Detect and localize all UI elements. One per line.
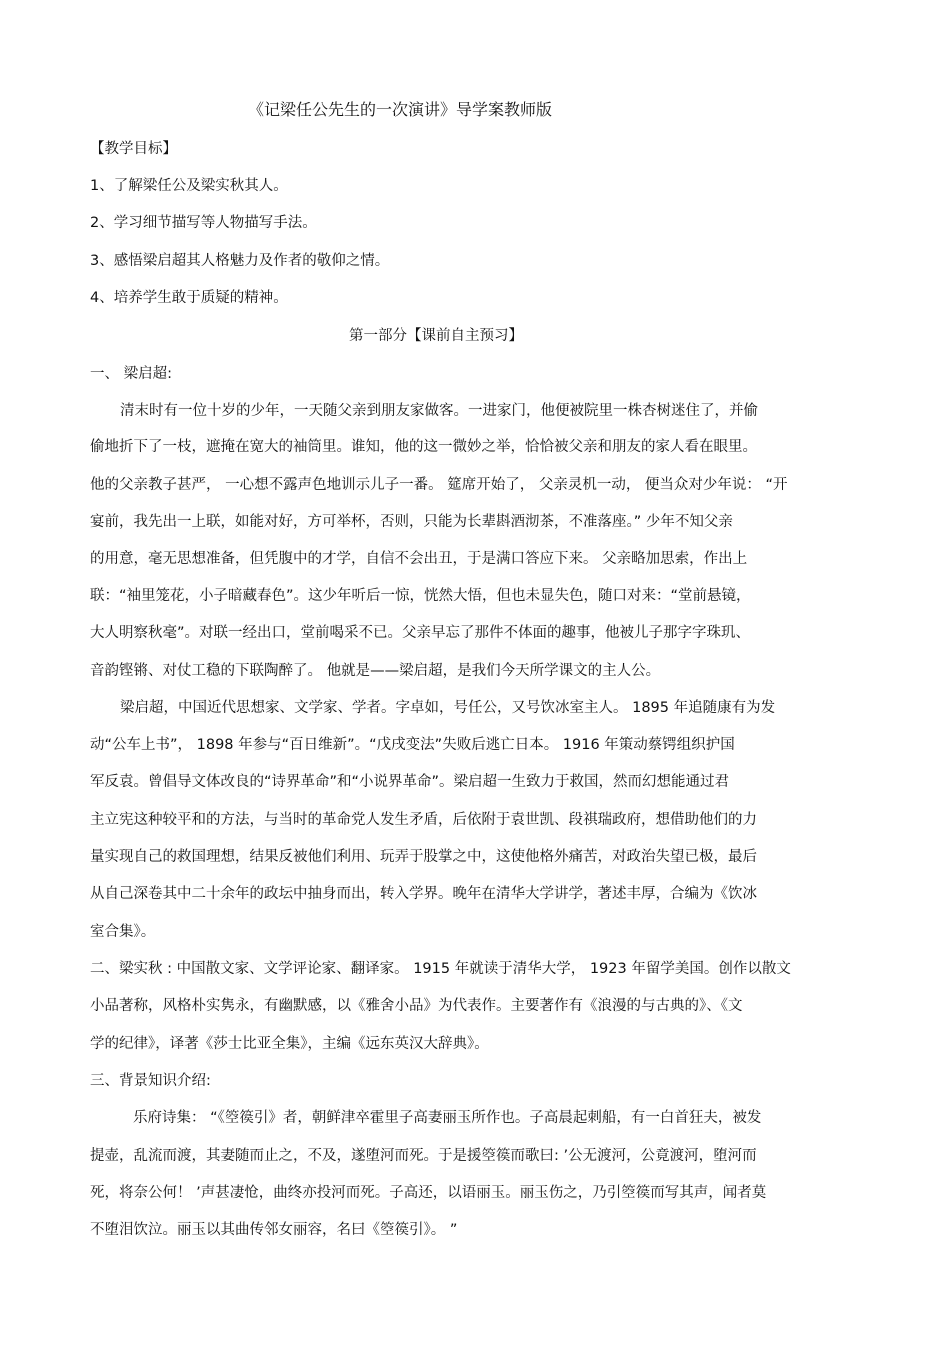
bio-line: 从自己深卷其中二十余年的政坛中抽身而出，转入学界。晚年在清华大学讲学，著述丰厚，合编为《饮冰 [90,886,757,902]
story-line: 偷地折下了一枝，遮掩在宽大的袖筒里。谁知，他的这一微妙之举，恰恰被父亲和朋友的家人看在眼里。 [90,439,757,455]
section1-heading: 一、 梁启超: [90,366,172,382]
goal-item: 3、感悟梁启超其人格魅力及作者的敬仰之情。 [90,253,390,269]
goal-item: 2、学习细节描写等人物描写手法。 [90,215,317,231]
goal-item: 4、培养学生敢于质疑的精神。 [90,290,288,306]
document-title: 《记梁任公先生的一次演讲》导学案教师版 [248,100,553,119]
bio-line: 量实现自己的救国理想，结果反被他们利用、玩弄于股掌之中，这使他格外痛苦，对政治失望已极，最后 [90,849,757,865]
story-line: 音韵铿锵、对仗工稳的下联陶醉了。 他就是——梁启超，是我们今天所学课文的主人公。 [90,663,661,679]
part-heading: 第一部分【课前自主预习】 [349,328,523,344]
bio-line: 军反袁。曾倡导文体改良的“诗界革命”和“小说界革命”。梁启超一生致力于救国，然而幻想能通过君 [90,774,730,790]
section3-line: 乐府诗集： “《箜篌引》者，朝鲜津卒霍里子高妻丽玉所作也。子高晨起刺船，有一白首狂夫，被发 [133,1110,762,1126]
bio-line: 动“公车上书”， 1898 年参与“百日维新”。“戊戌变法”失败后逃亡日本。 1916 年策动蔡锷组织护国 [90,737,735,753]
story-line: 清末时有一位十岁的少年，一天随父亲到朋友家做客。一进家门，他便被院里一株杏树迷住了，并偷 [120,403,758,419]
section3-line: 提壶，乱流而渡，其妻随而止之，不及，遂堕河而死。于是援箜篌而歌曰: ’公无渡河，公竟渡河，堕河而 [90,1148,757,1164]
story-line: 宴前，我先出一上联，如能对好，方可举杯，否则，只能为长辈斟酒沏茶，不准落座。” 少年不知父亲 [90,514,733,530]
bio-line: 室合集》。 [90,924,156,940]
section3-heading: 三、背景知识介绍: [90,1073,211,1089]
section3-line: 不堕泪饮泣。丽玉以其曲传邻女丽容，名曰《箜篌引》。 ” [90,1222,458,1238]
section2-line: 小品著称，风格朴实隽永，有幽默感，以《雅舍小品》为代表作。主要著作有《浪漫的与古典的》、《文 [90,998,743,1014]
section2-line: 二、梁实秋 : 中国散文家、文学评论家、翻译家。 1915 年就读于清华大学， 1923 年留学美国。创作以散文 [90,961,791,977]
goal-item: 1、了解梁任公及梁实秋其人。 [90,178,288,194]
section3-line: 死，将奈公何！ ’声甚凄怆，曲终亦投河而死。子高还，以语丽玉。丽玉伤之，乃引箜篌而写其声，闻者莫 [90,1185,767,1201]
goals-heading: 【教学目标】 [90,141,177,157]
story-line: 的用意，毫无思想准备，但凭腹中的才学，自信不会出丑，于是满口答应下来。 父亲略加思索，作出上 [90,551,748,567]
story-line: 联：“袖里笼花，小子暗藏春色”。这少年听后一惊，恍然大悟，但也未显失色，随口对来：“堂前悬镜， [90,588,751,604]
bio-line: 梁启超，中国近代思想家、文学家、学者。字卓如，号任公，又号饮冰室主人。 1895 年追随康有为发 [120,700,776,716]
story-line: 大人明察秋毫”。对联一经出口，堂前喝采不已。父亲早忘了那件不体面的趣事，他被儿子那字字珠玑、 [90,625,751,641]
section2-line: 学的纪律》，译著《莎士比亚全集》，主编《远东英汉大辞典》。 [90,1036,489,1052]
bio-line: 主立宪这种较平和的方法，与当时的革命党人发生矛盾，后依附于袁世凯、段祺瑞政府，想借助他们的力 [90,812,757,828]
story-line: 他的父亲教子甚严， 一心想不露声色地训示儿子一番。 筵席开始了， 父亲灵机一动， 便当众对少年说： “开 [90,477,788,493]
